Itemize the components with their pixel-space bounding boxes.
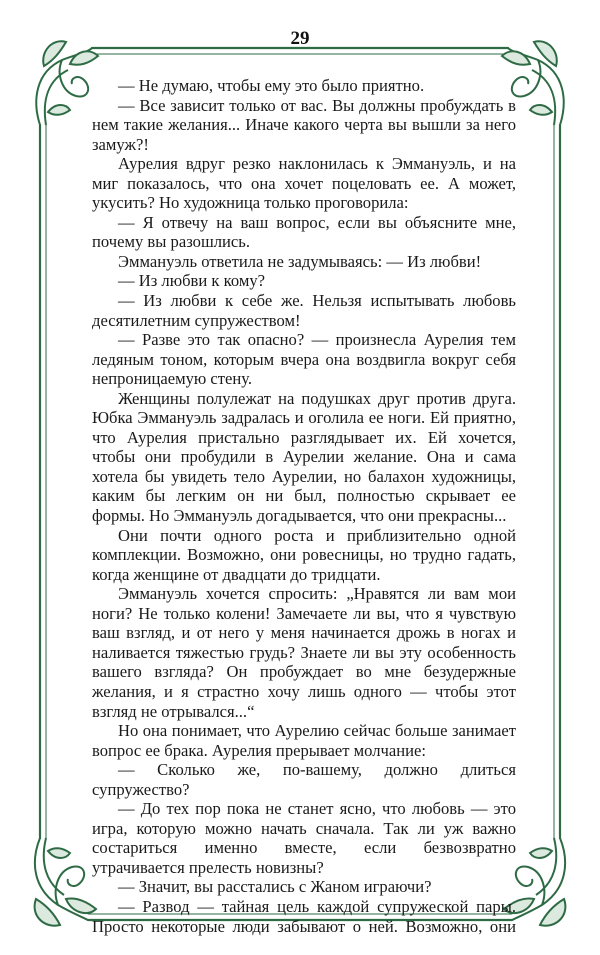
paragraph: — Все зависит только от вас. Вы должны пробуждать в нем такие желания... Иначе какого черта вы вышли за него замуж?!: [92, 95, 516, 154]
paragraph: — Не думаю, чтобы ему это было приятно.: [118, 76, 425, 95]
paragraph: — Сколько же, по-вашему, должно длиться супружество?: [92, 760, 516, 799]
paragraph: Они почти одного роста и приблизительно одной комплекции. Возможно, они ровесницы, но трудно гадать, когда женщине от двадцати до тридцати.: [92, 525, 516, 584]
paragraph: — Разве это так опасно? — произнесла Аурелия тем ледяным тоном, которым вчера она воздвигла вокруг себя непроницаемую стену.: [92, 330, 516, 389]
paragraph: — Из любви к себе же. Нельзя испытывать любовь десятилетним супружеством!: [92, 291, 516, 330]
paragraph: — Из любви к кому?: [118, 271, 265, 291]
corner-ornament-bottom-left: [35, 838, 96, 926]
body-text: [92, 76, 516, 936]
paragraph: — Я отвечу на ваш вопрос, если вы объясните мне, почему вы разошлись.: [92, 212, 516, 252]
paragraph: — Значит, вы расстались с Жаном играючи?: [118, 877, 432, 897]
paragraph: Но она понимает, что Аурелию сейчас больше занимает вопрос ее брака. Аурелия прерывает молчание:: [92, 721, 516, 760]
paragraph-continued: — Развод — тайная цель каждой супружеской пары. Просто некоторые люди забывают о ней. Возможно, они: [92, 896, 516, 936]
paragraph: Аурелия вдруг резко наклонилась к Эммануэль, и на миг показалось, что она хочет поцеловать ее. А может, укусить? Но художница только проговорила:: [92, 154, 516, 213]
page-number: 29: [290, 28, 310, 49]
paragraph: — До тех пор пока не станет ясно, что любовь — это игра, которую можно начать сначала. Так ли уж важно состариться именно вместе, если безвозвратно утрачивается прелесть новизны?: [92, 799, 516, 877]
corner-ornament-top-left: [36, 41, 98, 125]
paragraph: Женщины полулежат на подушках друг против друга. Юбка Эммануэль задралась и оголила ее ноги. Ей приятно, что Аурелия пристально разглядывает их. Ей хочется, чтобы они пробудили в Аурелии желание. Она и сама хотела бы увидеть тело Аурелии, но балахон художницы, каким бы легким он ни был, полностью скрывает ее формы. Но Эммануэль догадывается, что они прекрасны...: [92, 388, 516, 526]
paragraph: Эммануэль хочется спросить: „Нравятся ли вам мои ноги? Не только колени! Замечаете ли вы, что я чувствую ваш взгляд, и от него у меня начинается дрожь в ногах и наливается тяжестью грудь? Знаете ли вы эту особенность вашего взгляда? Он пробуждает во мне безудержные желания, и я страстно хочу лишь одного — чтобы этот взгляд не отрывался...“: [92, 584, 516, 721]
paragraph: Эммануэль ответила не задумываясь: — Из любви!: [118, 251, 482, 271]
